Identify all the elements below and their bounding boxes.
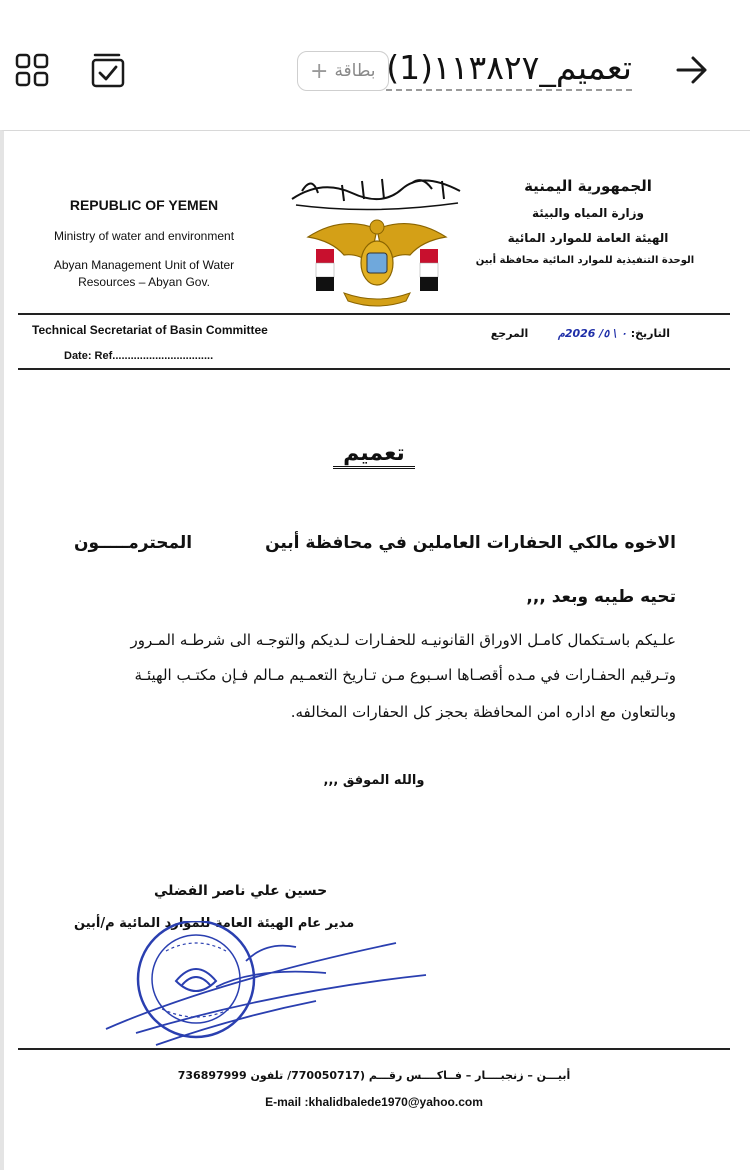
header-en-unit-line1: Abyan Management Unit of Water	[53, 258, 235, 272]
signer-name: حسين علي ناصر الفضلي	[154, 883, 328, 899]
header-ar-authority: الهيئة العامة للموارد المائية	[507, 231, 669, 245]
header-en-ministry: Ministry of water and environment	[53, 229, 235, 243]
arabic-ref-label: المرجع	[490, 327, 529, 340]
arrow-right-icon[interactable]	[672, 50, 712, 90]
arabic-date-ref	[491, 327, 670, 340]
header-ar-unit: الوحدة التنفيذية للموارد المائية محافظة أبين	[475, 255, 695, 266]
signer-title: مدير عام الهيئة العامة للموارد المائية م/أبين	[74, 916, 355, 931]
header-en-unit-line2: Resources – Abyan Gov.	[78, 275, 210, 289]
header-divider	[18, 313, 730, 315]
footer-email[interactable]: E-mail :khalidbalede1970@yahoo.com	[265, 1095, 483, 1109]
arabic-date-label: التاريخ:	[630, 327, 670, 340]
header-en-unit	[24, 257, 264, 291]
arabic-date-value: ٠ \ ٥/ 2026م	[558, 327, 627, 340]
official-stamp-signature	[96, 921, 436, 1051]
body-line-2: وتـرقيم الحفـارات في مـده أقصـاها اسـبوع مـن تـاريخ التعمـيم مـالم فـإن مكتـب الهيئـة	[134, 666, 676, 684]
footer-divider	[18, 1048, 730, 1050]
greeting: تحيه طيبه وبعد ,,,	[526, 587, 676, 607]
body-line-1: علـيكم باسـتكمال كامـل الاوراق القانونيـه للحفـارات لـديكم والتوجـه الى شرطـه المـرور	[130, 631, 676, 649]
card-chip-label: بطاقة	[334, 61, 376, 81]
document-title[interactable]: تعميم_١١٣٨٢٧(1)	[386, 48, 632, 91]
honorific: المحترمـــــون	[74, 533, 193, 553]
date-ref-line: Date: Ref.................................	[64, 350, 214, 362]
header-ar-country: الجمهورية اليمنية	[524, 177, 652, 195]
document-page	[0, 130, 750, 1170]
footer-contact: أبيـــن – زنجبــــار – فــاكــــس رقـــم (770050717/ تلفون 736897999	[177, 1069, 571, 1082]
yemen-emblem-icon	[282, 171, 472, 311]
checklist-icon[interactable]	[88, 50, 128, 90]
letter-heading-text: تعميم	[333, 441, 415, 469]
header-ar-ministry: وزارة المياه والبيئة	[531, 206, 645, 220]
header-en-country: REPUBLIC OF YEMEN	[69, 197, 219, 213]
closing-phrase: والله الموفق ,,,	[323, 773, 425, 788]
body-line-3: وبالتعاون مع اداره امن المحافظة بحجز كل الحفارات المخالفه.	[290, 703, 676, 721]
technical-secretariat: Technical Secretariat of Basin Committee	[32, 323, 268, 337]
app-bar	[0, 0, 750, 130]
plus-icon: +	[310, 58, 329, 84]
add-card-chip[interactable]	[297, 51, 389, 91]
subheader-divider	[18, 368, 730, 370]
grid-view-icon[interactable]	[12, 50, 52, 90]
addressee: الاخوه مالكي الحفارات العاملين في محافظة أبين	[265, 533, 676, 553]
letter-heading	[4, 441, 744, 466]
